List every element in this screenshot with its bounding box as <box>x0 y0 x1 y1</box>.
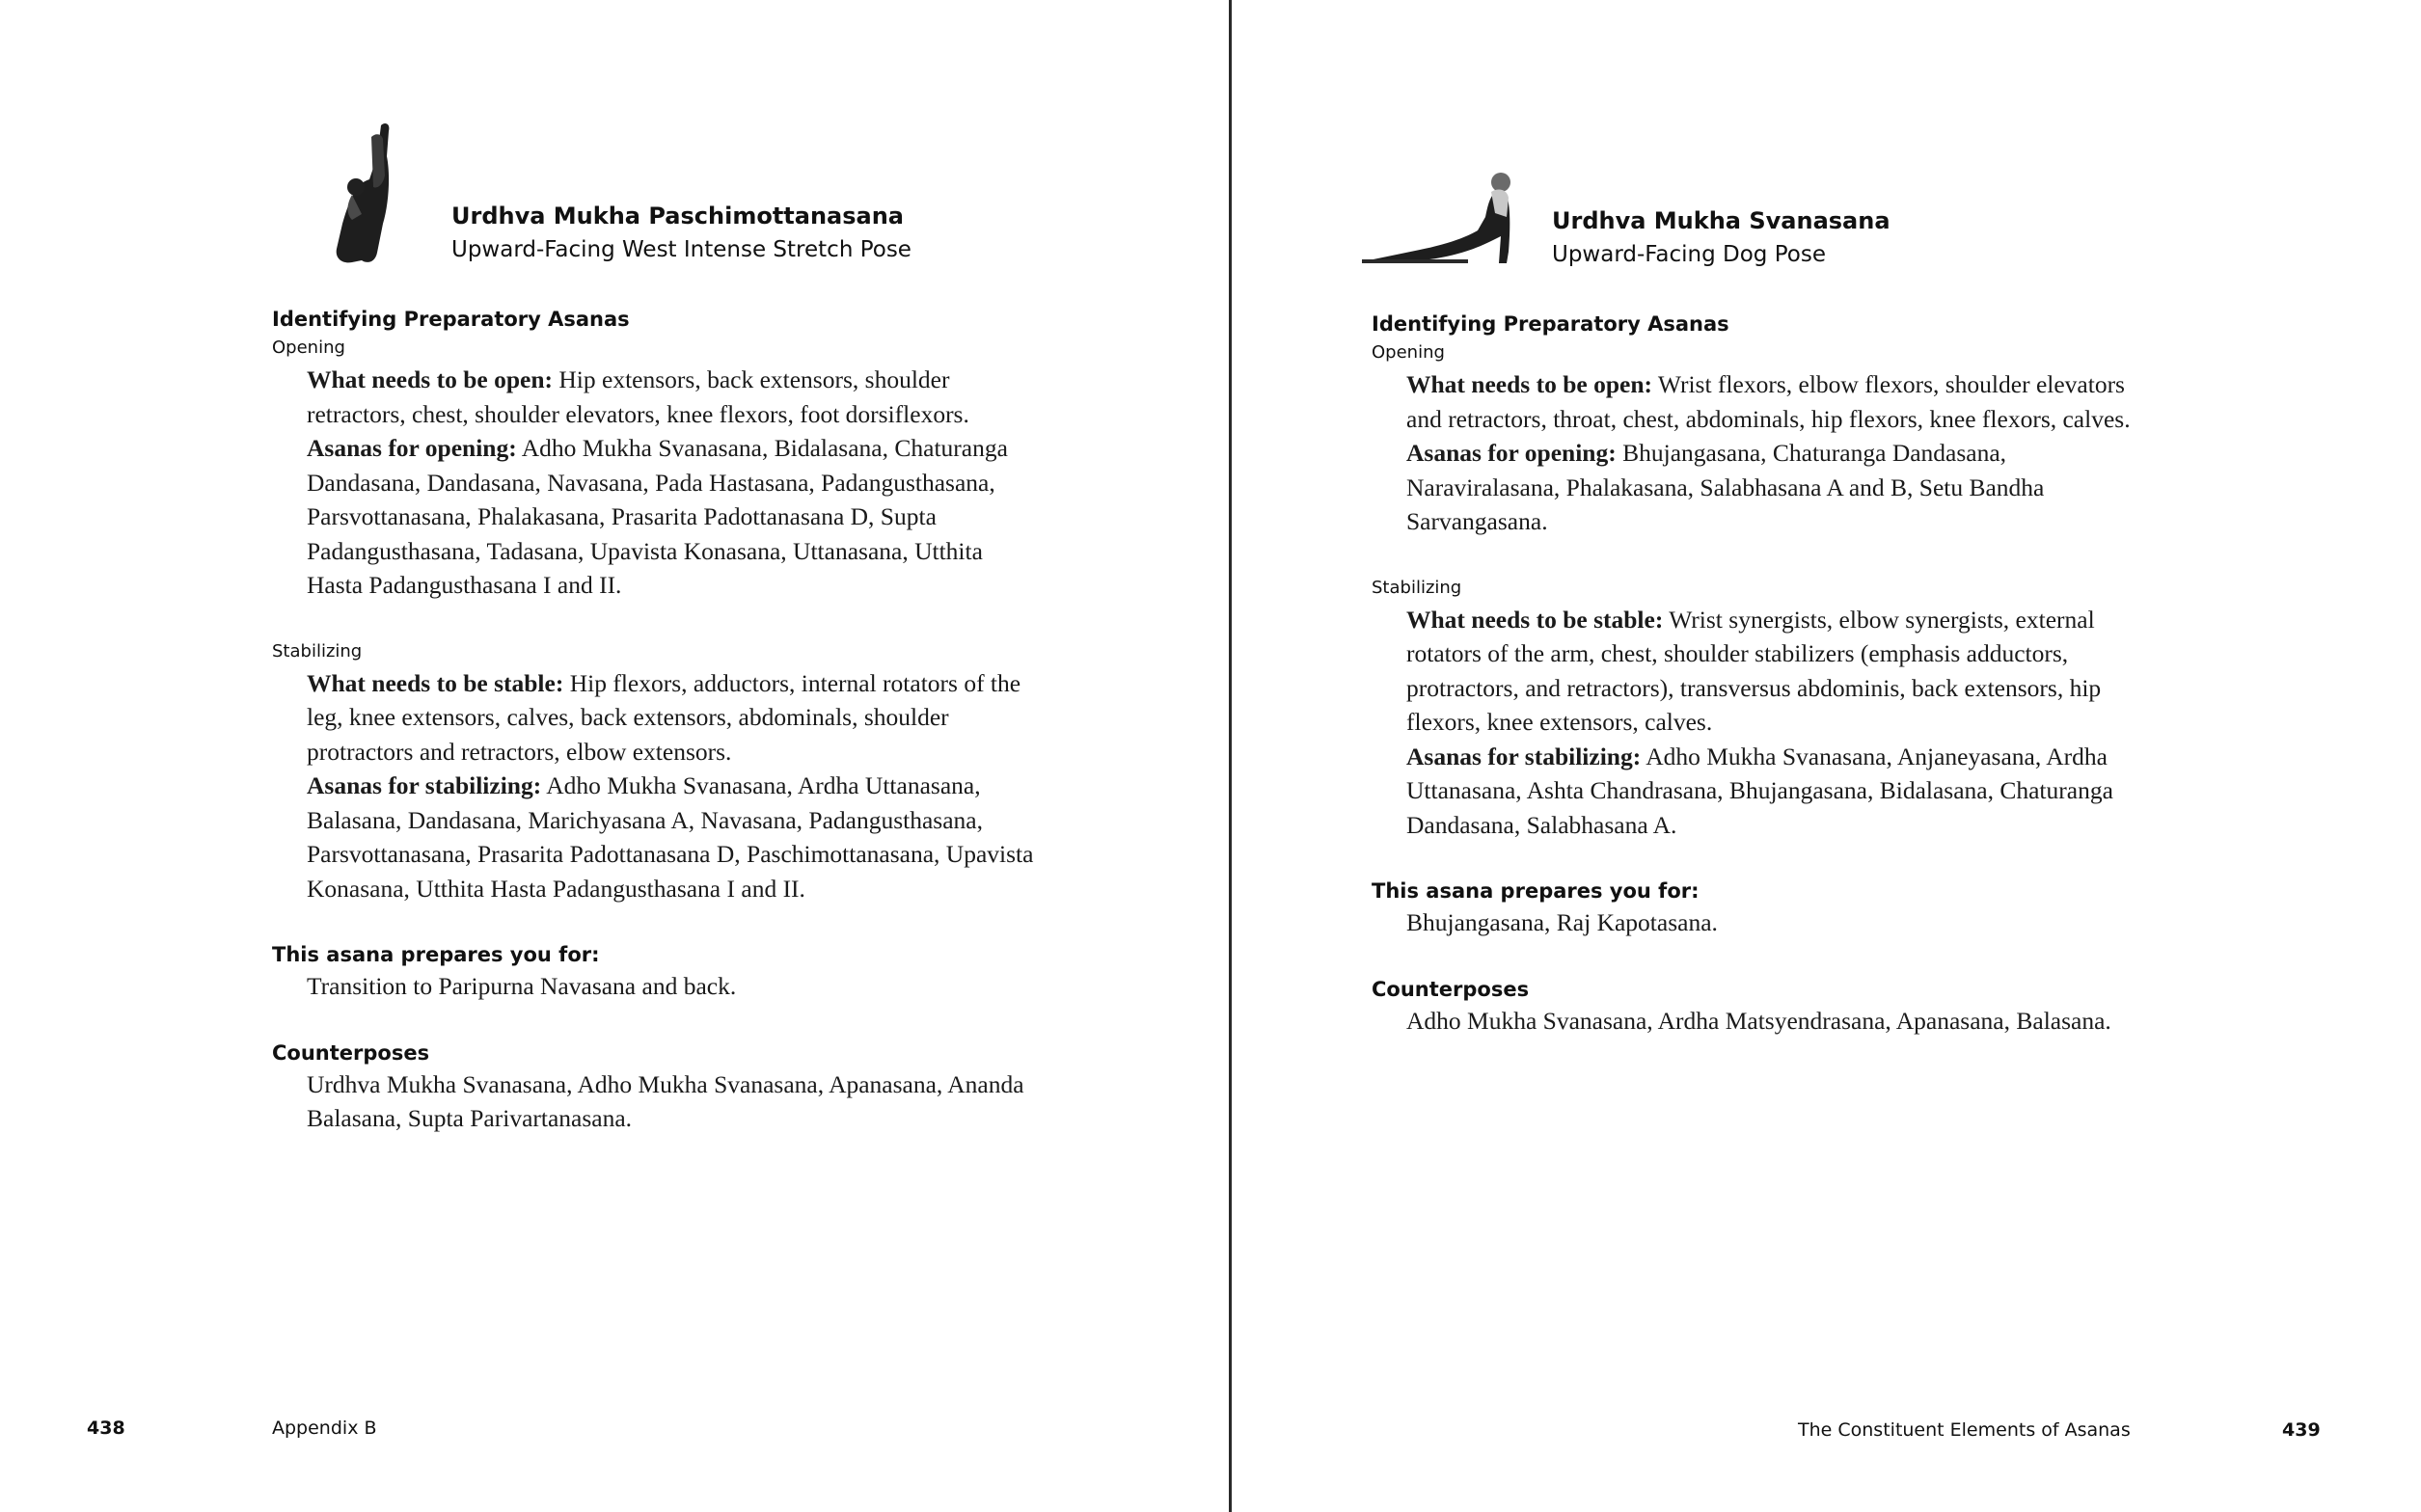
pose-subtitle: Upward-Facing West Intense Stretch Pose <box>451 237 911 262</box>
open-needs-paragraph <box>307 363 1044 431</box>
right-content <box>1372 310 2143 1038</box>
stable-needs-text: Hip flexors, adductors, internal rotators of the leg, knee extensors, calves, back extensors, abdominals, shoulder protractors and retractors, elbow extensors. <box>307 668 1021 766</box>
counterposes-text: Adho Mukha Svanasana, Ardha Matsyendrasana, Apanasana, Balasana. <box>1406 1006 2111 1035</box>
preparatory-heading: Identifying Preparatory Asanas <box>1372 312 1729 336</box>
left-content <box>272 305 1044 1136</box>
upward-dog-pose-photo <box>1362 159 1531 265</box>
open-asanas-text: Adho Mukha Svanasana, Bidalasana, Chaturanga Dandasana, Dandasana, Navasana, Pada Hastasana, Padangusthasana, Parsvottanasana, Phalakasana, Prasarita Padottanasana D, Supta Padangusthasana, Tadasana, Upavista Konasana, Uttanasana, Utthita Hasta Padangusthasana I and II. <box>307 434 1008 599</box>
page-number: 439 <box>2282 1419 2321 1441</box>
opening-label: Opening <box>1372 342 1445 363</box>
open-needs-text: Hip extensors, back extensors, shoulder retractors, chest, shoulder elevators, knee flexors, foot dorsiflexors. <box>307 365 969 428</box>
open-needs-paragraph <box>1406 367 2143 436</box>
open-asanas-paragraph <box>307 431 1044 603</box>
running-head: Appendix B <box>272 1418 377 1439</box>
stable-needs-label: What needs to be stable: <box>1406 605 1664 634</box>
pose-title: Urdhva Mukha Svanasana <box>1552 207 1891 234</box>
stable-asanas-paragraph <box>307 769 1044 905</box>
open-needs-text: Wrist flexors, elbow flexors, shoulder elevators and retractors, throat, chest, abdominals, hip flexors, knee flexors, calves. <box>1406 370 2131 433</box>
open-asanas-paragraph <box>1406 436 2143 539</box>
stable-needs-paragraph <box>307 666 1044 770</box>
open-asanas-label: Asanas for opening: <box>1406 439 1617 467</box>
stable-asanas-label: Asanas for stabilizing: <box>1406 742 1642 770</box>
right-page <box>1231 0 2421 1512</box>
stable-needs-text: Wrist synergists, elbow synergists, external rotators of the arm, chest, shoulder stabilizers (emphasis adductors, protractors, and retractors), transversus abdominis, back extensors, hip flexors, knee extensors, calves. <box>1406 605 2102 736</box>
stable-asanas-text: Adho Mukha Svanasana, Ardha Uttanasana, Balasana, Dandasana, Marichyasana A, Navasana, Padangusthasana, Parsvottanasana, Prasarita Padottanasana D, Paschimottanasana, Upavista Konasana, Utthita Hasta Padangusthasana I and II. <box>307 771 1034 903</box>
open-asanas-label: Asanas for opening: <box>307 434 517 462</box>
pose-subtitle: Upward-Facing Dog Pose <box>1552 242 1826 267</box>
page-number: 438 <box>87 1418 125 1439</box>
open-needs-label: What needs to be open: <box>1406 370 1653 398</box>
prepares-heading: This asana prepares you for: <box>272 943 600 966</box>
stabilizing-label: Stabilizing <box>1372 577 1462 598</box>
counterposes-heading: Counterposes <box>1372 977 1530 1001</box>
stable-asanas-label: Asanas for stabilizing: <box>307 771 542 799</box>
opening-label: Opening <box>272 338 345 358</box>
counterposes-heading: Counterposes <box>272 1040 430 1065</box>
stabilizing-label: Stabilizing <box>272 640 363 662</box>
prepares-heading: This asana prepares you for: <box>1372 879 1700 903</box>
counterposes-text: Urdhva Mukha Svanasana, Adho Mukha Svanasana, Apanasana, Ananda Balasana, Supta Parivartanasana. <box>307 1069 1024 1132</box>
running-head: The Constituent Elements of Asanas <box>1798 1419 2131 1441</box>
stable-asanas-text: Adho Mukha Svanasana, Anjaneyasana, Ardha Uttanasana, Ashta Chandrasana, Bhujangasana, Bidalasana, Chaturanga Dandasana, Salabhasana A. <box>1406 742 2113 839</box>
stable-needs-label: What needs to be stable: <box>307 668 564 697</box>
prepares-text: Bhujangasana, Raj Kapotasana. <box>1406 908 1718 936</box>
stable-needs-paragraph <box>1406 603 2143 740</box>
prepares-text: Transition to Paripurna Navasana and back. <box>307 972 737 1000</box>
open-needs-label: What needs to be open: <box>307 365 554 393</box>
stable-asanas-paragraph <box>1406 740 2143 843</box>
pose-title: Urdhva Mukha Paschimottanasana <box>451 202 904 230</box>
preparatory-heading: Identifying Preparatory Asanas <box>272 308 630 331</box>
open-asanas-text: Bhujangasana, Chaturanga Dandasana, Naraviralasana, Phalakasana, Salabhasana A and B, Setu Bandha Sarvangasana. <box>1406 439 2045 535</box>
seated-forward-fold-pose-photo <box>313 118 410 267</box>
